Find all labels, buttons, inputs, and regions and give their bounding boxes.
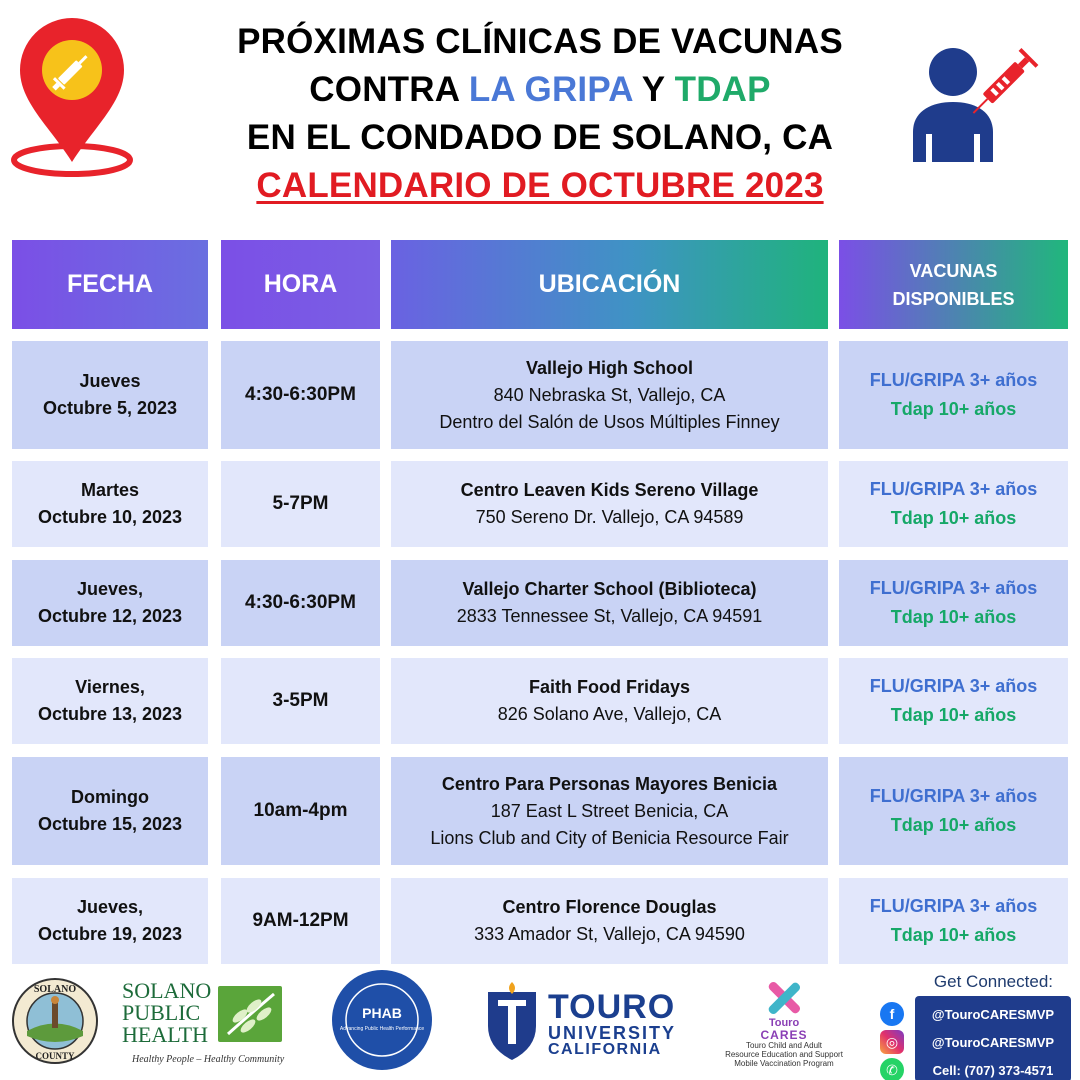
bandage-x-icon — [764, 978, 804, 1018]
cares-line-1: Touro — [768, 1017, 800, 1029]
row-day: Jueves, — [76, 579, 144, 599]
whatsapp-row — [880, 1058, 1075, 1080]
title-line-2-prefix: CONTRA — [309, 70, 469, 109]
get-connected-title: Get Connected: — [933, 972, 1053, 991]
row-date: Octubre 19, 2023 — [37, 924, 183, 944]
phab-sub: Advancing Public Health Performance — [339, 1026, 425, 1032]
touro-line-3: CALIFORNIA — [548, 1041, 662, 1058]
location-address: 187 East L Street Benicia, CA — [490, 800, 729, 821]
vaccine-flu: FLU/GRIPA 3+ años — [869, 370, 1038, 390]
instagram-handle[interactable]: @TouroCARESMVP — [931, 1034, 1055, 1050]
table-row-1-location — [391, 341, 828, 449]
row-day: Jueves, — [76, 897, 144, 917]
location-address: 750 Sereno Dr. Vallejo, CA 94589 — [475, 507, 744, 527]
phone-number[interactable]: Cell: (707) 373-4571 — [932, 1062, 1054, 1078]
title-flu-text: LA GRIPA — [468, 70, 633, 109]
row-date: Octubre 12, 2023 — [37, 606, 183, 626]
column-header-ubicacion: UBICACIÓN — [391, 240, 828, 329]
location-name: Faith Food Fridays — [528, 677, 690, 697]
location-address: 2833 Tennessee St, Vallejo, CA 94591 — [456, 606, 763, 626]
location-note: Dentro del Salón de Usos Múltiples Finney — [439, 411, 780, 432]
table-row-1-time: 4:30-6:30PM — [221, 341, 380, 449]
location-name: Vallejo Charter School (Biblioteca) — [462, 579, 757, 599]
table-row-4-vaccines — [839, 658, 1068, 744]
sph-line-2: PUBLIC — [122, 1000, 201, 1025]
vaccine-tdap: Tdap 10+ años — [890, 815, 1017, 835]
whatsapp-icon[interactable]: ✆ — [880, 1058, 904, 1080]
table-row-3-time: 4:30-6:30PM — [221, 560, 380, 646]
title-tdap-text: TDAP — [674, 70, 771, 109]
cares-sub-3: Mobile Vaccination Program — [734, 1059, 834, 1068]
facebook-row — [880, 1002, 1075, 1026]
title-line-1: PRÓXIMAS CLÍNICAS DE VACUNAS — [237, 22, 843, 61]
location-name: Centro Para Personas Mayores Benicia — [441, 773, 778, 794]
row-day: Jueves — [79, 371, 141, 391]
vaccine-tdap: Tdap 10+ años — [890, 607, 1017, 627]
vaccine-tdap: Tdap 10+ años — [890, 705, 1017, 725]
get-connected-panel — [880, 972, 1075, 1078]
sph-tagline: Healthy People – Healthy Community — [132, 1054, 285, 1065]
row-date: Octubre 5, 2023 — [42, 398, 178, 418]
phab-accreditation-logo — [330, 968, 434, 1072]
touro-line-1: TOURO — [548, 988, 676, 1026]
table-row-3-date — [12, 560, 208, 646]
sph-wordmark — [122, 980, 211, 1046]
row-date: Octubre 15, 2023 — [37, 814, 183, 834]
instagram-row — [880, 1030, 1075, 1054]
row-date: Octubre 13, 2023 — [37, 704, 183, 724]
table-row-5-date — [12, 757, 208, 865]
facebook-icon[interactable]: f — [880, 1002, 904, 1026]
location-address: 333 Amador St, Vallejo, CA 94590 — [474, 924, 745, 944]
location-address: 840 Nebraska St, Vallejo, CA — [493, 384, 726, 405]
table-row-2-location — [391, 461, 828, 547]
location-name: Centro Florence Douglas — [502, 897, 717, 917]
row-day: Viernes, — [75, 677, 145, 697]
vaccine-flu: FLU/GRIPA 3+ años — [869, 786, 1038, 806]
column-header-vacunas — [839, 240, 1068, 329]
table-row-6-location — [391, 878, 828, 964]
calendar-month-title: CALENDARIO DE OCTUBRE 2023 — [256, 166, 824, 205]
row-day: Domingo — [71, 787, 149, 807]
sph-line-3: HEALTH — [122, 1022, 208, 1047]
location-pin-syringe-icon — [10, 12, 140, 182]
location-name: Centro Leaven Kids Sereno Village — [460, 480, 759, 500]
table-row-1-date — [12, 341, 208, 449]
cares-line-2: CARES — [760, 1028, 808, 1042]
touro-line-2: UNIVERSITY — [548, 1023, 677, 1043]
vaccine-tdap: Tdap 10+ años — [890, 399, 1017, 419]
table-row-3-vaccines — [839, 560, 1068, 646]
location-address: 826 Solano Ave, Vallejo, CA — [497, 704, 722, 724]
table-row-6-date — [12, 878, 208, 964]
table-row-3-location — [391, 560, 828, 646]
person-vaccination-icon — [908, 22, 1058, 172]
table-row-5-time: 10am-4pm — [221, 757, 380, 865]
instagram-icon[interactable]: ◎ — [880, 1030, 904, 1054]
county-seal-top-text: SOLANO — [33, 984, 77, 995]
table-row-4-date — [12, 658, 208, 744]
touro-shield-icon — [484, 982, 540, 1062]
title-line-2-mid: Y — [632, 70, 675, 109]
sph-line-1: SOLANO — [122, 978, 212, 1003]
touro-cares-logo — [716, 978, 852, 1078]
vaccine-flu: FLU/GRIPA 3+ años — [869, 676, 1038, 696]
cares-sub-2: Resource Education and Support — [725, 1050, 843, 1059]
location-note: Lions Club and City of Benicia Resource Fair — [430, 827, 789, 848]
title-line-3: EN EL CONDADO DE SOLANO, CA — [246, 118, 834, 157]
vaccine-flu: FLU/GRIPA 3+ años — [869, 896, 1038, 916]
page-title — [180, 18, 900, 210]
table-row-5-vaccines — [839, 757, 1068, 865]
table-row-1-vaccines — [839, 341, 1068, 449]
table-row-4-time: 3-5PM — [221, 658, 380, 744]
touro-university-california-logo — [484, 976, 684, 1072]
row-day: Martes — [80, 480, 140, 500]
table-row-6-time: 9AM-12PM — [221, 878, 380, 964]
solano-county-seal-logo — [10, 976, 100, 1066]
solano-public-health-logo — [122, 980, 292, 1070]
table-row-4-location — [391, 658, 828, 744]
title-line-4 — [180, 162, 900, 210]
location-name: Vallejo High School — [525, 357, 694, 378]
table-row-2-date — [12, 461, 208, 547]
table-row-5-location — [391, 757, 828, 865]
touro-wordmark — [548, 990, 676, 1058]
vaccine-flu: FLU/GRIPA 3+ años — [869, 479, 1038, 499]
column-header-vacunas-label: VACUNAS DISPONIBLES — [892, 260, 1015, 309]
row-date: Octubre 10, 2023 — [37, 507, 183, 527]
footer-logos — [0, 968, 1080, 1080]
phab-name: PHAB — [362, 1005, 402, 1021]
table-row-2-time: 5-7PM — [221, 461, 380, 547]
vaccine-flu: FLU/GRIPA 3+ años — [869, 578, 1038, 598]
vaccine-tdap: Tdap 10+ años — [890, 925, 1017, 945]
table-row-6-vaccines — [839, 878, 1068, 964]
leaf-icon — [218, 986, 282, 1042]
facebook-handle[interactable]: @TouroCARESMVP — [931, 1006, 1055, 1022]
header — [0, 0, 1080, 230]
column-header-fecha: FECHA — [12, 240, 208, 329]
cares-sub-1: Touro Child and Adult — [745, 1041, 823, 1050]
county-seal-bottom-text: COUNTY — [35, 1051, 75, 1061]
title-line-2 — [180, 66, 900, 114]
column-header-hora: HORA — [221, 240, 380, 329]
vaccine-tdap: Tdap 10+ años — [890, 508, 1017, 528]
table-row-2-vaccines — [839, 461, 1068, 547]
